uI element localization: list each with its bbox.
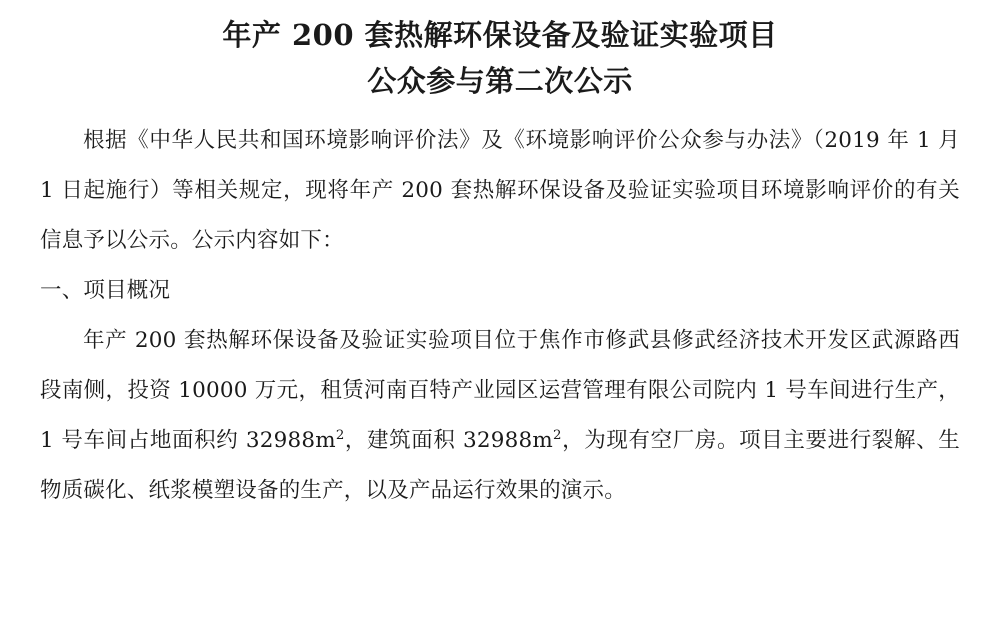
section-body-project-overview — [40, 316, 960, 516]
superscript-area-unit-1: 2 — [335, 427, 345, 443]
body-part-2: ，建筑面积 32988m — [344, 428, 554, 453]
document-title-block — [40, 12, 960, 104]
body-part-3: ，为现有空厂房。项目主要进行裂解、生物质碳化、纸浆模塑设备的生产，以及产品运行效果的演示。 — [40, 428, 960, 503]
title-line-1: 年产 200 套热解环保设备及验证实验项目 — [222, 18, 778, 52]
body-part-1: 年产 200 套热解环保设备及验证实验项目位于焦作市修武县修武经济技术开发区武源路西段南侧，投资 10000 万元，租赁河南百特产业园区运营管理有限公司院内 1 号车间进行生产，1 号车间占地面积约 32988m — [40, 328, 960, 453]
section-heading-project-overview: 一、项目概况 — [40, 278, 171, 303]
title-line-2: 公众参与第二次公示 — [367, 64, 633, 98]
page-title — [40, 12, 960, 104]
superscript-area-unit-2: 2 — [553, 427, 562, 443]
intro-paragraph: 根据《中华人民共和国环境影响评价法》及《环境影响评价公众参与办法》（2019 年 1 月 1 日起施行）等相关规定，现将年产 200 套热解环保设备及验证实验项目环境影响评价的有关信息予以公示。公示内容如下： — [40, 128, 960, 253]
